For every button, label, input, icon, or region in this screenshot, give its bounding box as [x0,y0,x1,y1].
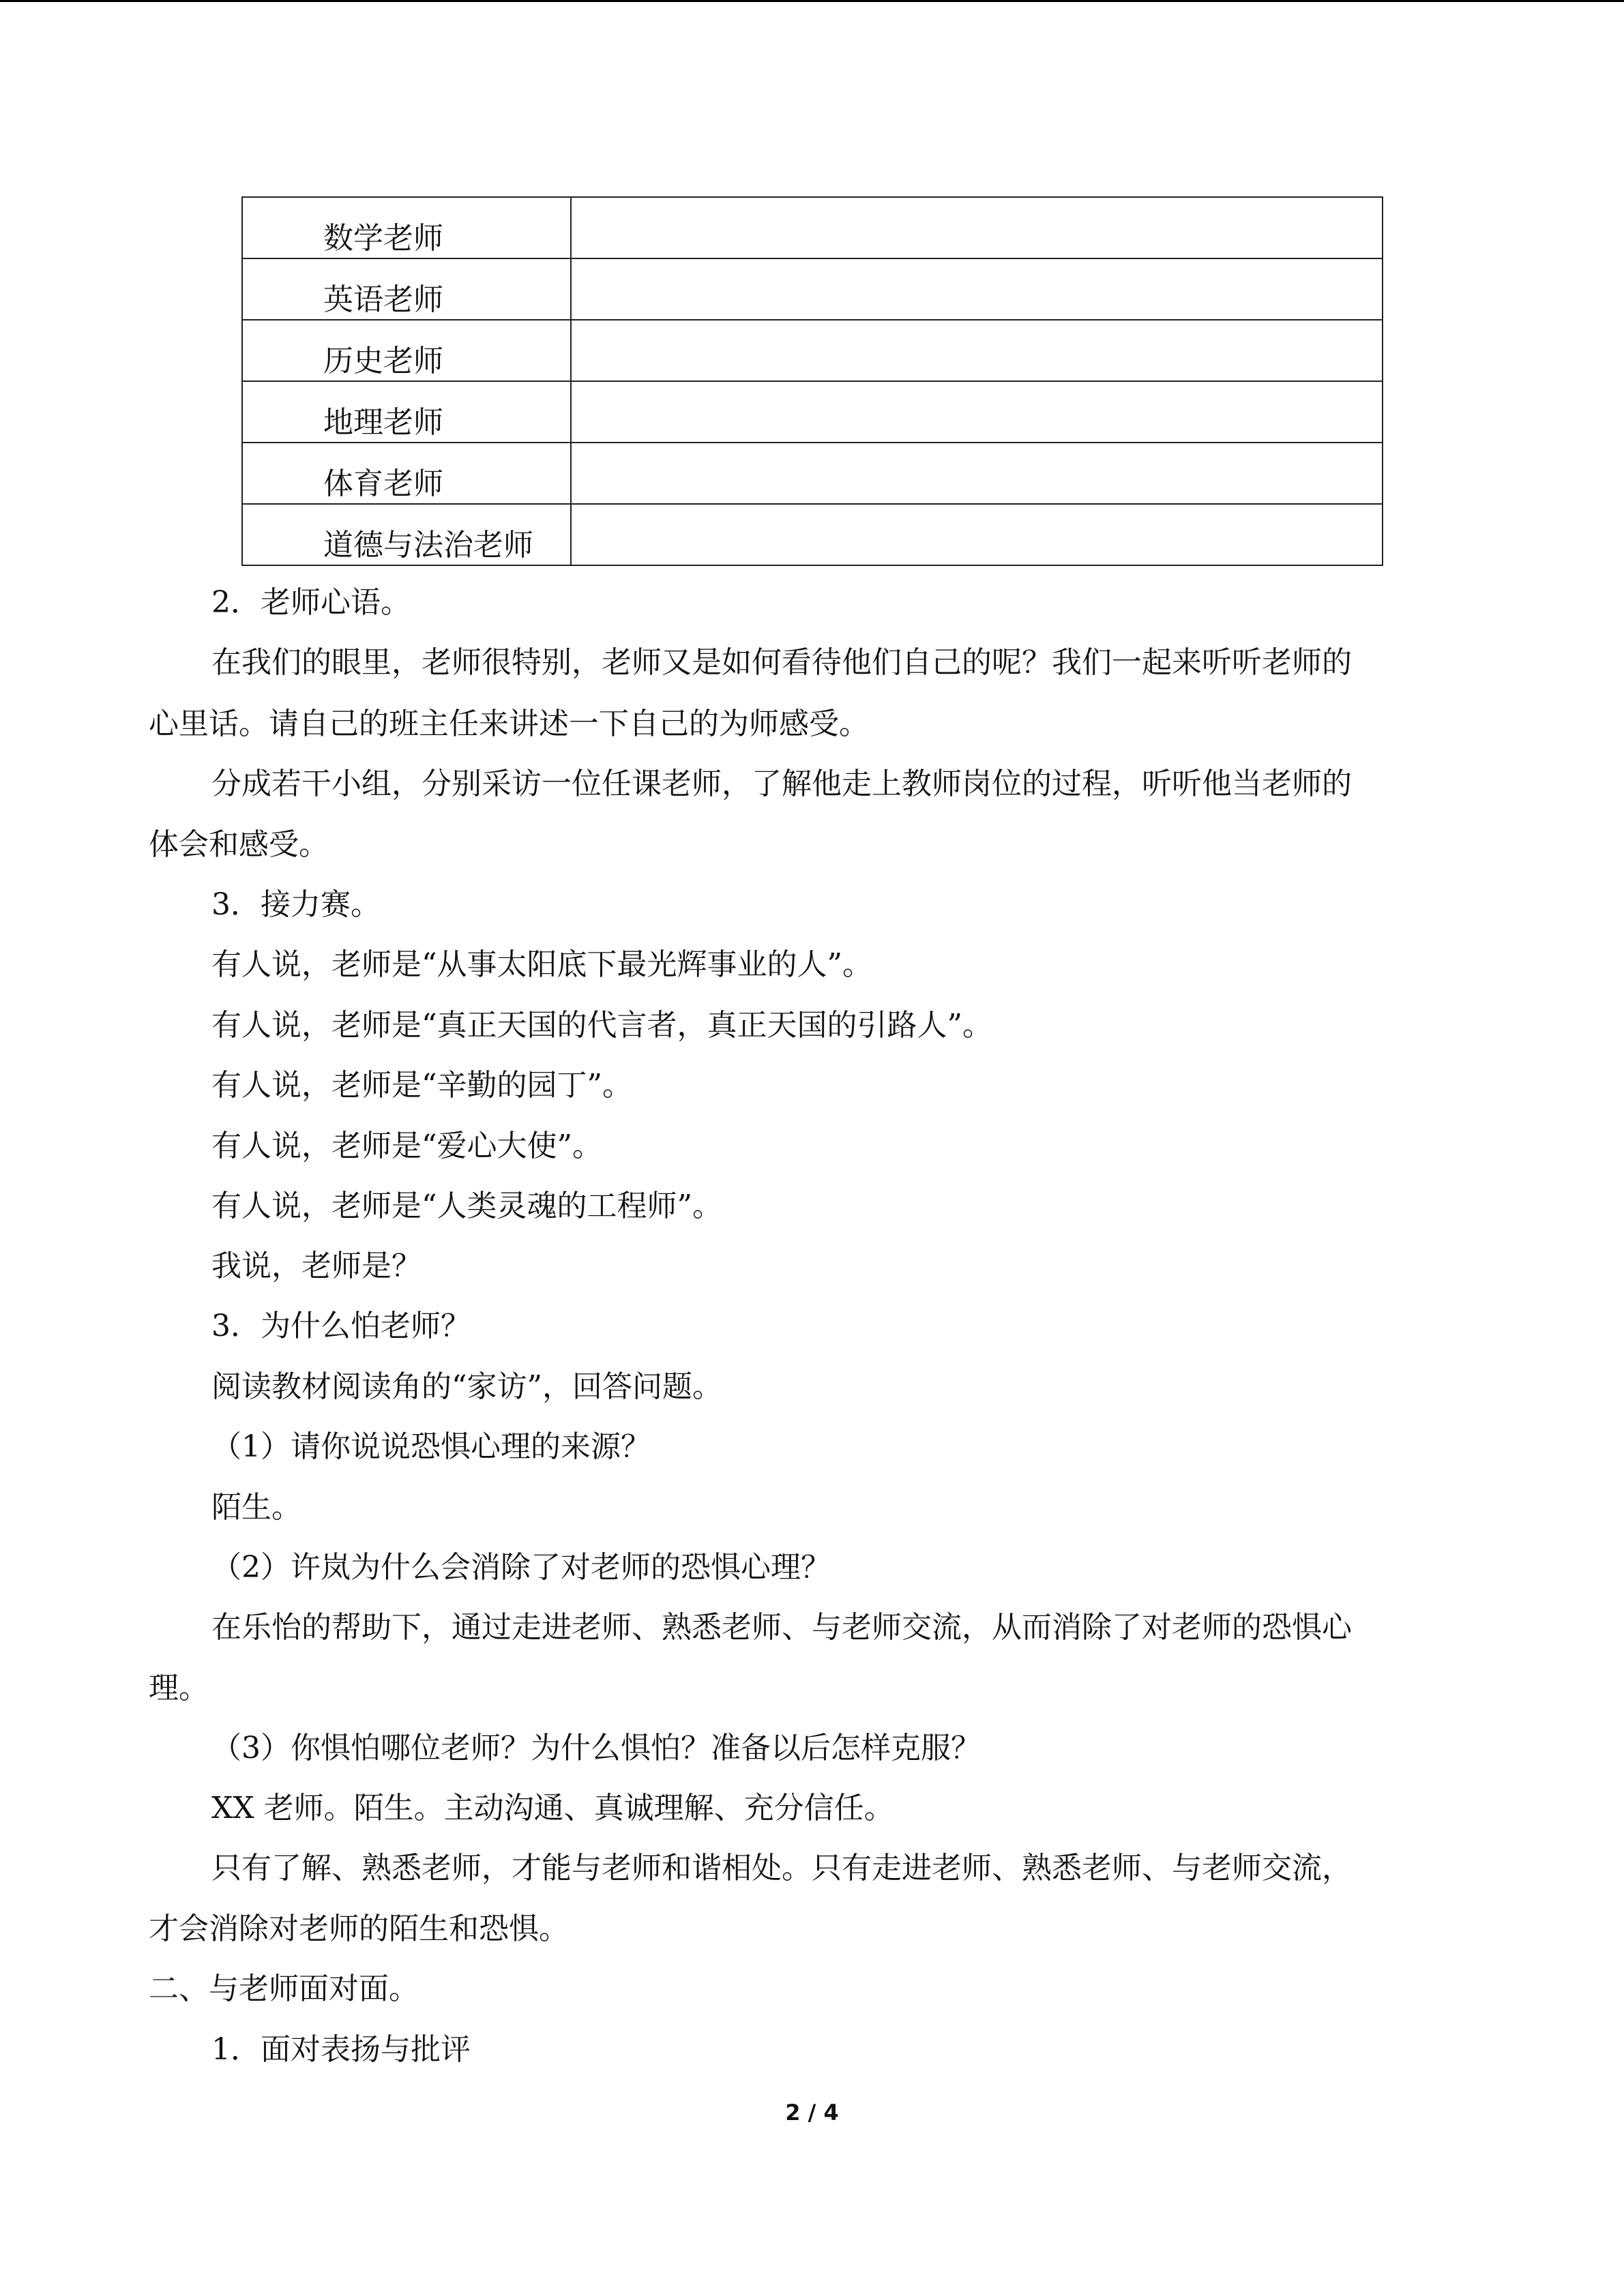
table-row [242,504,1383,565]
paragraph-line: 心里话。请自己的班主任来讲述一下自己的为师感受。 [149,706,869,741]
section-heading-teacher-voice: 2．老师心语。 [211,585,411,620]
section-heading-face-to-face: 二、与老师面对面。 [149,1971,419,2006]
teacher-value-cell [571,381,1383,443]
paragraph-line: 有人说，老师是“从事太阳底下最光辉事业的人”。 [211,947,872,982]
question-line: （2）许岚为什么会消除了对老师的恐惧心理？ [211,1550,831,1585]
page-number: 2 / 4 [785,2100,839,2126]
question-line: （1）请你说说恐惧心理的来源？ [211,1429,651,1464]
teacher-label: 地理老师 [242,381,571,443]
teacher-value-cell [571,443,1383,504]
question-line: （3）你惧怕哪位老师？为什么惧怕？准备以后怎样克服？ [211,1731,981,1765]
teacher-label: 体育老师 [242,443,571,504]
paragraph-line: 在我们的眼里，老师很特别，老师又是如何看待他们自己的呢？我们一起来听听老师的 [211,645,1352,680]
teacher-value-cell [571,320,1383,381]
paragraph-line: 有人说，老师是“真正天国的代言者，真正天国的引路人”。 [211,1008,992,1043]
page-top-border [0,0,1624,2]
section-heading-relay: 3．接力赛。 [211,887,381,922]
paragraph-line: 分成若干小组，分别采访一位任课老师，了解他走上教师岗位的过程，听听他当老师的 [211,766,1352,801]
teacher-label: 道德与法治老师 [242,504,571,565]
paragraph-line: 有人说，老师是“人类灵魂的工程师”。 [211,1189,722,1223]
teacher-label: 英语老师 [242,258,571,320]
paragraph-line: 才会消除对老师的陌生和恐惧。 [149,1911,569,1946]
table-row [242,258,1383,320]
teacher-label: 数学老师 [242,197,571,258]
teacher-table [241,196,1383,566]
teacher-value-cell [571,258,1383,320]
paragraph-line: 我说，老师是？ [211,1249,422,1283]
paragraph-line: 体会和感受。 [149,827,329,862]
answer-line: 在乐怡的帮助下，通过走进老师、熟悉老师、与老师交流，从而消除了对老师的恐惧心 [211,1610,1352,1645]
table-row [242,381,1383,443]
paragraph-line: 有人说，老师是“爱心大使”。 [211,1129,602,1163]
teacher-label: 历史老师 [242,320,571,381]
section-heading-praise-criticism: 1．面对表扬与批评 [211,2032,471,2067]
paragraph-line: 有人说，老师是“辛勤的园丁”。 [211,1068,632,1103]
table-row [242,443,1383,504]
teacher-value-cell [571,197,1383,258]
answer-line: XX 老师。陌生。主动沟通、真诚理解、充分信任。 [211,1791,894,1825]
answer-line: 理。 [149,1671,209,1705]
teacher-value-cell [571,504,1383,565]
paragraph-line: 只有了解、熟悉老师，才能与老师和谐相处。只有走进老师、熟悉老师、与老师交流， [211,1851,1352,1885]
table-row [242,197,1383,258]
section-heading-fear: 3．为什么怕老师？ [211,1309,471,1343]
answer-line: 陌生。 [211,1490,301,1525]
table-row [242,320,1383,381]
paragraph-line: 阅读教材阅读角的“家访”，回答问题。 [211,1369,722,1404]
